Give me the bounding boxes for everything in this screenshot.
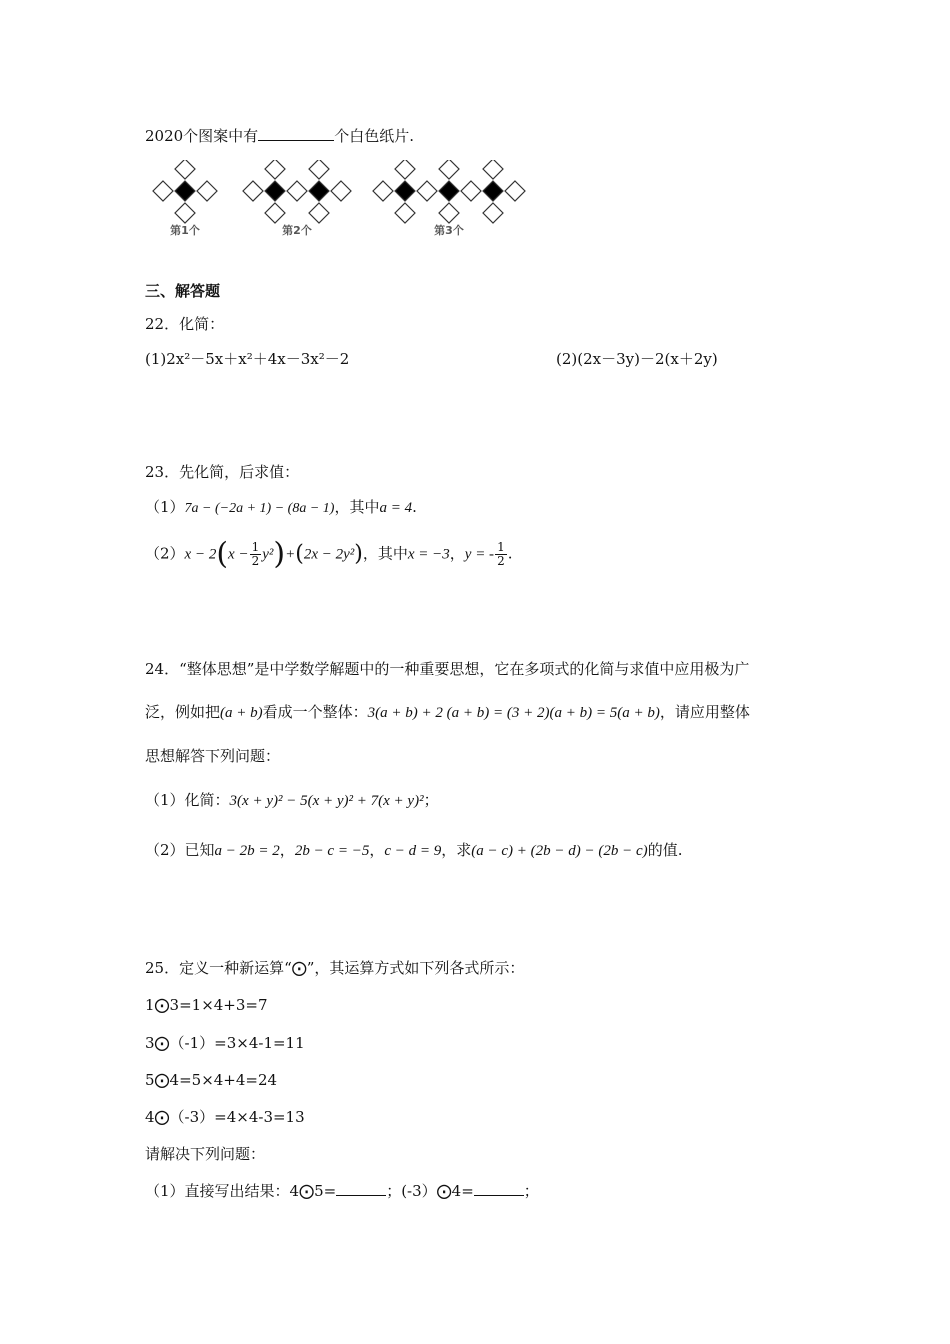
q24-p2-label: （2）已知 [145,841,215,859]
white-diamond [175,160,195,179]
q23-p2-plus: + [285,546,296,563]
q24-p2-expr: (a − c) + (2b − d) − (2b − c) [471,843,648,859]
q24-cond2: 2b − c = −5 [294,843,370,859]
white-diamond [483,160,503,179]
paren-close: ) [354,541,363,567]
white-diamond [461,181,481,201]
white-diamond [505,181,525,201]
q24-part1 [145,790,439,811]
q24-line2-b: 看成一个整体： [262,703,368,721]
q25-p1-c: ； [523,1182,539,1200]
q22-part1: (1)2x²－5x＋x²＋4x－3x²－2 [145,350,350,368]
black-diamond [483,181,503,201]
q24-line1: 24．“整体思想”是中学数学解题中的一种重要思想，它在多项式的化简与求值中应用极为广 [145,660,750,678]
q24-line2 [145,702,750,723]
white-diamond [373,181,393,201]
fraction-half [250,541,262,568]
q21-suffix: 个白色纸片. [334,127,414,145]
q24-expr1: (a + b) [220,705,263,721]
q24-p2-end: 的值. [647,841,683,859]
white-diamond [309,160,329,179]
white-diamond [331,181,351,201]
white-diamond [417,181,437,201]
black-diamond [309,181,329,201]
white-diamond [175,203,195,223]
q25-part1 [145,1181,539,1201]
frac-den: 2 [497,554,505,568]
q24-line2-c: ，请应用整体 [659,703,750,721]
frac-num: 1 [251,540,260,554]
white-diamond [243,181,263,201]
white-diamond [287,181,307,201]
white-diamond [197,181,217,201]
white-diamond [395,160,415,179]
frac-den: 2 [251,554,260,568]
q24-p1-expr: 3(x + y)² − 5(x + y)² + 7(x + y)² [229,793,424,809]
q23-p1-expr: 7a − (−2a + 1) − (8a − 1) [184,501,335,516]
q23-p1-label: （1） [145,498,185,516]
white-diamond [309,203,329,223]
q23-p2-inner-b: y² [262,546,274,563]
q25-example: 1⨀3=1×4+3=7 [145,996,268,1014]
q23-p2-expr-a: x − 2 [184,546,217,563]
q25-prompt: 请解决下列问题： [145,1145,266,1163]
q24-p1-label: （1）化简： [145,791,230,809]
q24-p1-end: ； [423,791,439,809]
q23-p2-paren2: 2x − 2y² [303,546,355,563]
white-diamond [153,181,173,201]
white-diamond [265,203,285,223]
black-diamond [395,181,415,201]
q25-stem: 25．定义一种新运算“⨀”，其运算方式如下列各式所示： [145,959,525,977]
q23-p2-comma: ， [449,544,465,563]
q23-p1-end: . [412,498,417,516]
q24-cond3: c − d = 9 [384,843,442,859]
answer-blank[interactable] [474,1181,524,1196]
big-paren-close: ) [273,536,286,572]
q24-line3: 思想解答下列问题： [145,747,281,765]
white-diamond [439,160,459,179]
q23-p2-end: . [507,544,513,563]
frac-num: 1 [497,540,505,554]
pattern-figure [145,160,545,249]
q25-p1-a: （1）直接写出结果：4⨀5= [145,1182,337,1200]
q25-p1-b: ；(-3）⨀4= [386,1182,474,1200]
q23-p2-label: （2） [145,544,185,563]
q24-ask: ，求 [441,841,472,859]
big-paren-open: ( [216,536,229,572]
black-diamond [439,181,459,201]
q23-stem: 23．先化简，后求值： [145,463,300,481]
q25-example: 5⨀4=5×4+4=24 [145,1071,278,1089]
q22-part2: (2)(2x－3y)－2(x＋2y) [556,350,718,368]
answer-blank[interactable] [336,1181,386,1196]
q23-p2-cond-y: y = - [464,546,495,563]
white-diamond [395,203,415,223]
paren-open: ( [295,541,304,567]
figure-caption: 第1个 [170,224,200,237]
q25-example: 3⨀（-1）=3×4-1=11 [145,1034,305,1052]
q24-line2-a: 泛，例如把 [145,703,221,721]
white-diamond [483,203,503,223]
q23-p2-cond-prefix: ，其中 [362,544,408,563]
black-diamond [175,181,195,201]
q23-p2-cond-x: x = −3 [407,546,450,563]
q23-p2-inner-a: x − [228,546,249,563]
q24-expr2: 3(a + b) + 2 (a + b) = (3 + 2)(a + b) = 5(a + b) [367,705,660,721]
black-diamond [265,181,285,201]
figure-caption: 第3个 [434,224,464,237]
pattern-figure-svg [145,160,545,245]
figure-caption: 第2个 [282,224,312,237]
fraction-y [495,541,507,568]
white-diamond [265,160,285,179]
q23-p1-cond: a = 4 [379,500,413,516]
q25-example: 4⨀（-3）=4×4-3=13 [145,1108,305,1126]
answer-blank[interactable] [258,126,334,141]
q21-prefix: 2020个图案中有 [145,127,259,145]
q23-part1 [145,497,417,519]
q23-part2 [145,536,513,572]
q22-stem: 22．化简： [145,315,225,333]
q21-tail-line [145,126,414,146]
q24-part2: （2）已知a − 2b = 2，2b − c = −5，c − d = 9，求(a − c) + (2b − d) − (2b − c)的值. [145,841,683,859]
q24-cond1: a − 2b = 2 [214,843,280,859]
q23-p1-cond-prefix: ，其中 [334,498,380,516]
white-diamond [439,203,459,223]
section-heading: 三、解答题 [145,282,221,300]
